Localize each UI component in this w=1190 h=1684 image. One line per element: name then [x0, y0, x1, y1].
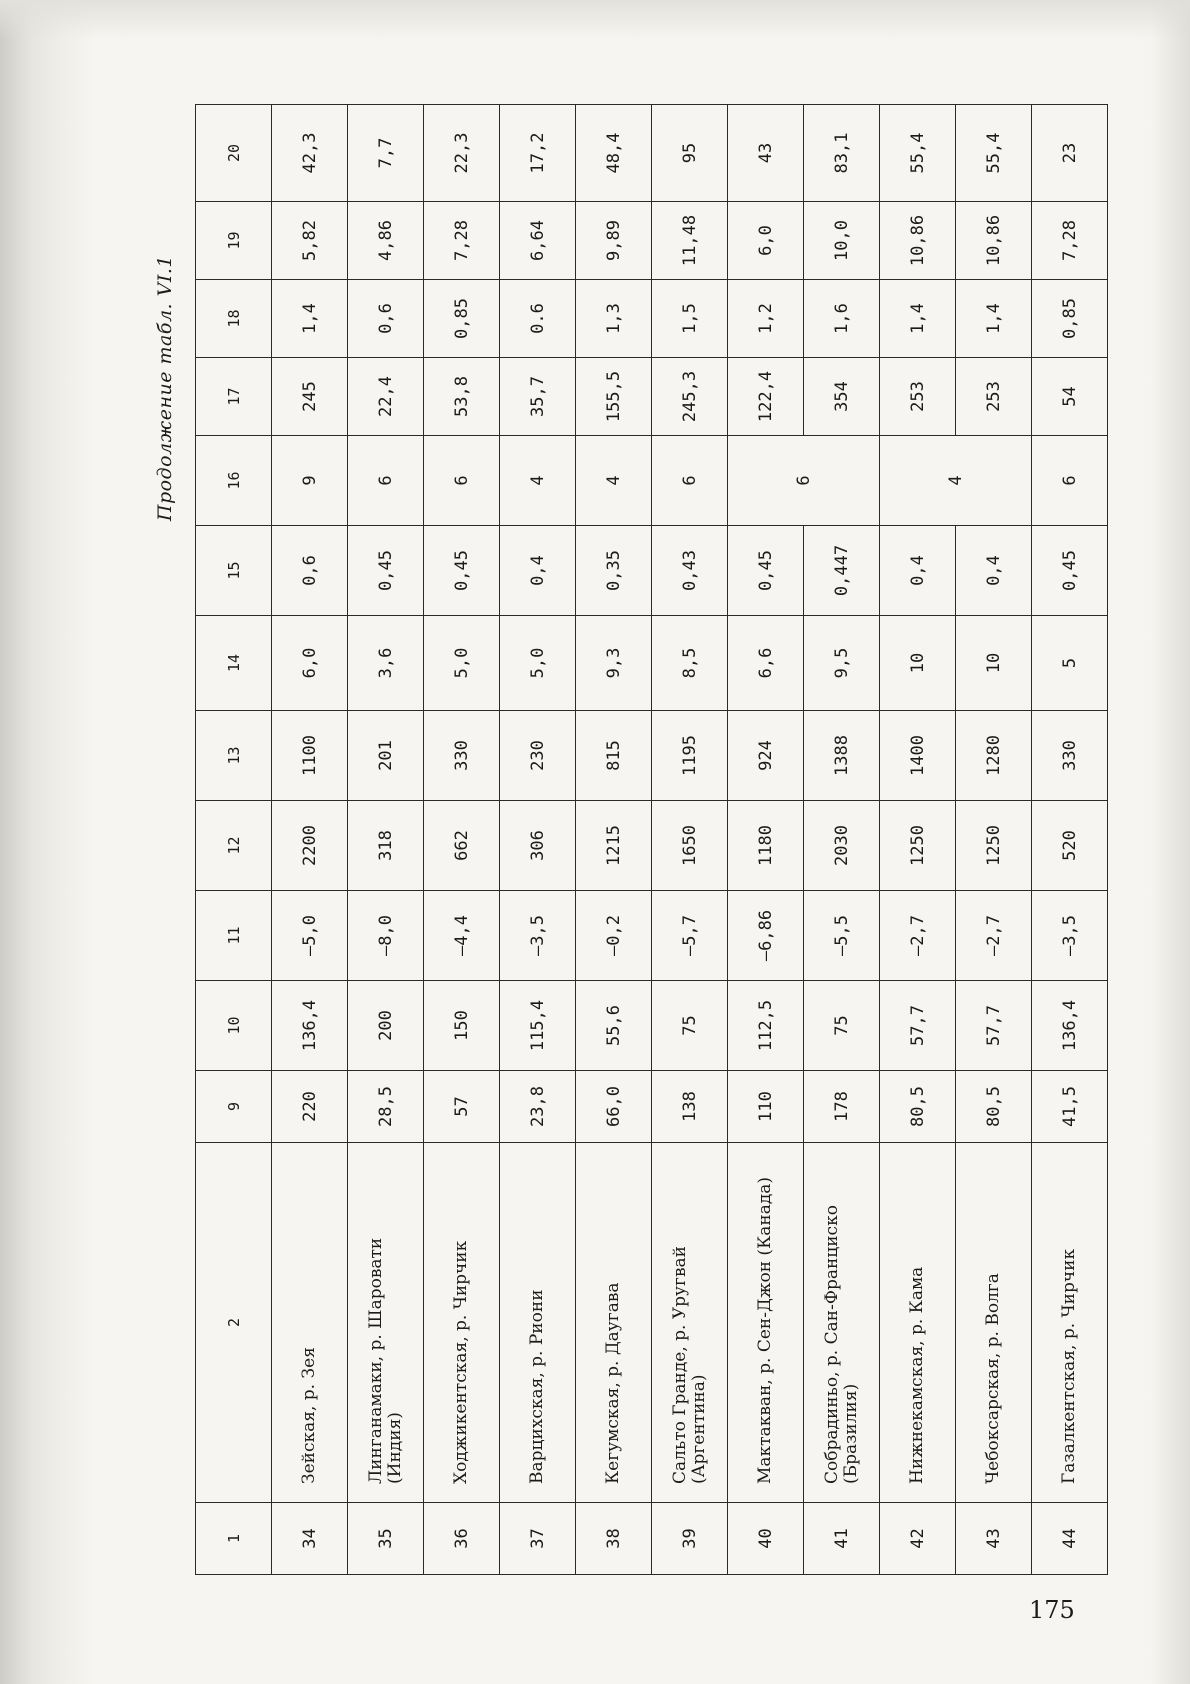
table-row — [804, 105, 880, 1575]
table-cell: —5,0 — [272, 891, 348, 981]
table-cell: 0,85 — [1032, 280, 1108, 358]
table-cell: 201 — [348, 711, 424, 801]
table-cell: 318 — [348, 801, 424, 891]
table-cell: 35,7 — [500, 358, 576, 436]
table-cell: 6,6 — [728, 616, 804, 711]
table-cell: 6,0 — [272, 616, 348, 711]
table-cell: 66,0 — [576, 1071, 652, 1143]
station-name: Кегумская, р. Даугава — [576, 1143, 652, 1503]
header-cell: 10 — [196, 981, 272, 1071]
table-cell: 1100 — [272, 711, 348, 801]
table-cell: 6 — [728, 436, 880, 526]
table-row — [728, 105, 804, 1575]
header-cell: 11 — [196, 891, 272, 981]
table-cell: 306 — [500, 801, 576, 891]
row-number: 37 — [500, 1503, 576, 1575]
table-cell: 0,45 — [728, 526, 804, 616]
table-cell: 55,4 — [880, 105, 956, 202]
table-cell: 2030 — [804, 801, 880, 891]
table-cell: 7,28 — [424, 202, 500, 280]
table-row — [652, 105, 728, 1575]
table-cell: 3,6 — [348, 616, 424, 711]
table-cell: 9 — [272, 436, 348, 526]
table-cell: 662 — [424, 801, 500, 891]
table-cell: 9,3 — [576, 616, 652, 711]
table-cell: 10 — [880, 616, 956, 711]
table-cell: 4 — [500, 436, 576, 526]
table-cell: 11,48 — [652, 202, 728, 280]
table-cell: 1,4 — [880, 280, 956, 358]
row-number: 38 — [576, 1503, 652, 1575]
table-cell: 41,5 — [1032, 1071, 1108, 1143]
station-name: Сальто Гранде, р. Уругвай (Аргентина) — [652, 1143, 728, 1503]
row-number: 41 — [804, 1503, 880, 1575]
station-name: Мактакван, р. Сен-Джон (Канада) — [728, 1143, 804, 1503]
table-cell: 1,5 — [652, 280, 728, 358]
row-number: 39 — [652, 1503, 728, 1575]
table-cell: 10,86 — [880, 202, 956, 280]
table-cell: 1400 — [880, 711, 956, 801]
table-cell: 115,4 — [500, 981, 576, 1071]
table-cell: 4 — [576, 436, 652, 526]
table-cell: 1195 — [652, 711, 728, 801]
table-cell: 6 — [348, 436, 424, 526]
station-name: Чебоксарская, р. Волга — [956, 1143, 1032, 1503]
table-cell: 1,4 — [272, 280, 348, 358]
table-row — [956, 105, 1032, 1575]
table-cell: —3,5 — [1032, 891, 1108, 981]
table-cell: —4,4 — [424, 891, 500, 981]
table-cell: 155,5 — [576, 358, 652, 436]
table-cell: 22,4 — [348, 358, 424, 436]
table-cell: 57,7 — [956, 981, 1032, 1071]
table-cell: 23 — [1032, 105, 1108, 202]
table-cell: 136,4 — [272, 981, 348, 1071]
station-name: Собрадиньо, р. Сан-Франциско (Бразилия) — [804, 1143, 880, 1503]
table-cell: 54 — [1032, 358, 1108, 436]
table-cell: 0,43 — [652, 526, 728, 616]
table-cell: 136,4 — [1032, 981, 1108, 1071]
row-number: 44 — [1032, 1503, 1108, 1575]
table-cell: 6,64 — [500, 202, 576, 280]
table-cell: 1250 — [880, 801, 956, 891]
table-cell: 1250 — [956, 801, 1032, 891]
header-cell: 17 — [196, 358, 272, 436]
table-cell: 42,3 — [272, 105, 348, 202]
station-name: Зейская, р. Зея — [272, 1143, 348, 1503]
table-cell: 178 — [804, 1071, 880, 1143]
table-cell: 200 — [348, 981, 424, 1071]
table-row — [1032, 105, 1108, 1575]
table-cell: 253 — [880, 358, 956, 436]
table-cell: 0,45 — [348, 526, 424, 616]
scan-shadow-right — [1150, 0, 1190, 1684]
table-cell: 7,7 — [348, 105, 424, 202]
table-cell: 245 — [272, 358, 348, 436]
header-cell: 18 — [196, 280, 272, 358]
table-cell: 0,45 — [1032, 526, 1108, 616]
table-cell: 150 — [424, 981, 500, 1071]
table-cell: 7,28 — [1032, 202, 1108, 280]
table-cell: 6 — [424, 436, 500, 526]
table-row — [348, 105, 424, 1575]
table-row — [500, 105, 576, 1575]
table-cell: 0,6 — [348, 280, 424, 358]
row-number: 43 — [956, 1503, 1032, 1575]
table-cell: 220 — [272, 1071, 348, 1143]
table-cell: 6 — [652, 436, 728, 526]
table-cell: 815 — [576, 711, 652, 801]
table-cell: 28,5 — [348, 1071, 424, 1143]
table-cell: 2200 — [272, 801, 348, 891]
table-cell: 8,5 — [652, 616, 728, 711]
table-cell: 55,6 — [576, 981, 652, 1071]
table-cell: 0,4 — [500, 526, 576, 616]
table-cell: 1215 — [576, 801, 652, 891]
table-cell: 75 — [652, 981, 728, 1071]
header-cell: 14 — [196, 616, 272, 711]
table-cell: 83,1 — [804, 105, 880, 202]
table-cell: 1,3 — [576, 280, 652, 358]
row-number: 40 — [728, 1503, 804, 1575]
table-row — [424, 105, 500, 1575]
table-cell: 0,85 — [424, 280, 500, 358]
table-cell: 75 — [804, 981, 880, 1071]
table-cell: 5,0 — [424, 616, 500, 711]
table-cell: 1,6 — [804, 280, 880, 358]
scan-shadow-left — [0, 0, 95, 1684]
table-cell: 57 — [424, 1071, 500, 1143]
rotated-table-block — [150, 105, 1080, 1575]
table-cell: 57,7 — [880, 981, 956, 1071]
header-cell: 19 — [196, 202, 272, 280]
station-name: Нижнекамская, р. Кама — [880, 1143, 956, 1503]
table-cell: 10,0 — [804, 202, 880, 280]
table-cell: 330 — [424, 711, 500, 801]
table-cell: —5,5 — [804, 891, 880, 981]
table-cell: 0,447 — [804, 526, 880, 616]
table-cell: 10,86 — [956, 202, 1032, 280]
row-number: 36 — [424, 1503, 500, 1575]
scan-shadow-top — [0, 0, 1190, 40]
table-cell: 330 — [1032, 711, 1108, 801]
table-cell: 924 — [728, 711, 804, 801]
station-name: Ходжикентская, р. Чирчик — [424, 1143, 500, 1503]
header-cell: 9 — [196, 1071, 272, 1143]
table-cell: 0,6 — [272, 526, 348, 616]
table-cell: 17,2 — [500, 105, 576, 202]
table-cell: 6,0 — [728, 202, 804, 280]
table-caption: Продолжение табл. VI.1 — [154, 255, 176, 522]
table-cell: 0,4 — [880, 526, 956, 616]
table-cell: 230 — [500, 711, 576, 801]
header-cell: 13 — [196, 711, 272, 801]
table-cell: 138 — [652, 1071, 728, 1143]
header-cell: 16 — [196, 436, 272, 526]
table-cell: —2,7 — [956, 891, 1032, 981]
table-cell: 245,3 — [652, 358, 728, 436]
table-cell: 0,45 — [424, 526, 500, 616]
table-cell: 10 — [956, 616, 1032, 711]
table-cell: 48,4 — [576, 105, 652, 202]
table-cell: 0.6 — [500, 280, 576, 358]
table-cell: 253 — [956, 358, 1032, 436]
table-cell: 122,4 — [728, 358, 804, 436]
table-cell: 5,82 — [272, 202, 348, 280]
table-cell: 55,4 — [956, 105, 1032, 202]
table-cell: 354 — [804, 358, 880, 436]
row-number: 42 — [880, 1503, 956, 1575]
station-name: Линганамаки, р. Шаровати (Индия) — [348, 1143, 424, 1503]
table-cell: 0,35 — [576, 526, 652, 616]
header-cell: 12 — [196, 801, 272, 891]
table-cell: 520 — [1032, 801, 1108, 891]
table-cell: 53,8 — [424, 358, 500, 436]
station-name: Варцихская, р. Риони — [500, 1143, 576, 1503]
table-cell: 5 — [1032, 616, 1108, 711]
table-cell: —3,5 — [500, 891, 576, 981]
station-name: Газалкентская, р. Чирчик — [1032, 1143, 1108, 1503]
table-cell: —0,2 — [576, 891, 652, 981]
table-cell: 0,4 — [956, 526, 1032, 616]
table-cell: 1180 — [728, 801, 804, 891]
table-cell: 1280 — [956, 711, 1032, 801]
table-cell: 110 — [728, 1071, 804, 1143]
table-cell: —5,7 — [652, 891, 728, 981]
row-number: 35 — [348, 1503, 424, 1575]
table-cell: 9,89 — [576, 202, 652, 280]
table-cell: —2,7 — [880, 891, 956, 981]
table-cell: 43 — [728, 105, 804, 202]
table-cell: 1650 — [652, 801, 728, 891]
table-row — [880, 105, 956, 1575]
table-cell: 5,0 — [500, 616, 576, 711]
table-cell: 80,5 — [956, 1071, 1032, 1143]
table-cell: —8,0 — [348, 891, 424, 981]
table-row — [576, 105, 652, 1575]
table-row — [272, 105, 348, 1575]
table-cell: 1,2 — [728, 280, 804, 358]
table-cell: 80,5 — [880, 1071, 956, 1143]
table-cell: 22,3 — [424, 105, 500, 202]
table-cell: 4 — [880, 436, 1032, 526]
table-cell: 1388 — [804, 711, 880, 801]
header-cell: 20 — [196, 105, 272, 202]
header-cell: 15 — [196, 526, 272, 616]
table-cell: 112,5 — [728, 981, 804, 1071]
table-cell: 23,8 — [500, 1071, 576, 1143]
header-cell: 1 — [196, 1503, 272, 1575]
table-cell: 9,5 — [804, 616, 880, 711]
table-cell: 1,4 — [956, 280, 1032, 358]
table-header-row — [196, 105, 272, 1575]
table-cell: 4,86 — [348, 202, 424, 280]
row-number: 34 — [272, 1503, 348, 1575]
table-cell: 6 — [1032, 436, 1108, 526]
table-cell: 95 — [652, 105, 728, 202]
hydro-table — [195, 104, 1108, 1575]
table-cell: —6,86 — [728, 891, 804, 981]
page-number: 175 — [1029, 1596, 1075, 1624]
header-cell: 2 — [196, 1143, 272, 1503]
